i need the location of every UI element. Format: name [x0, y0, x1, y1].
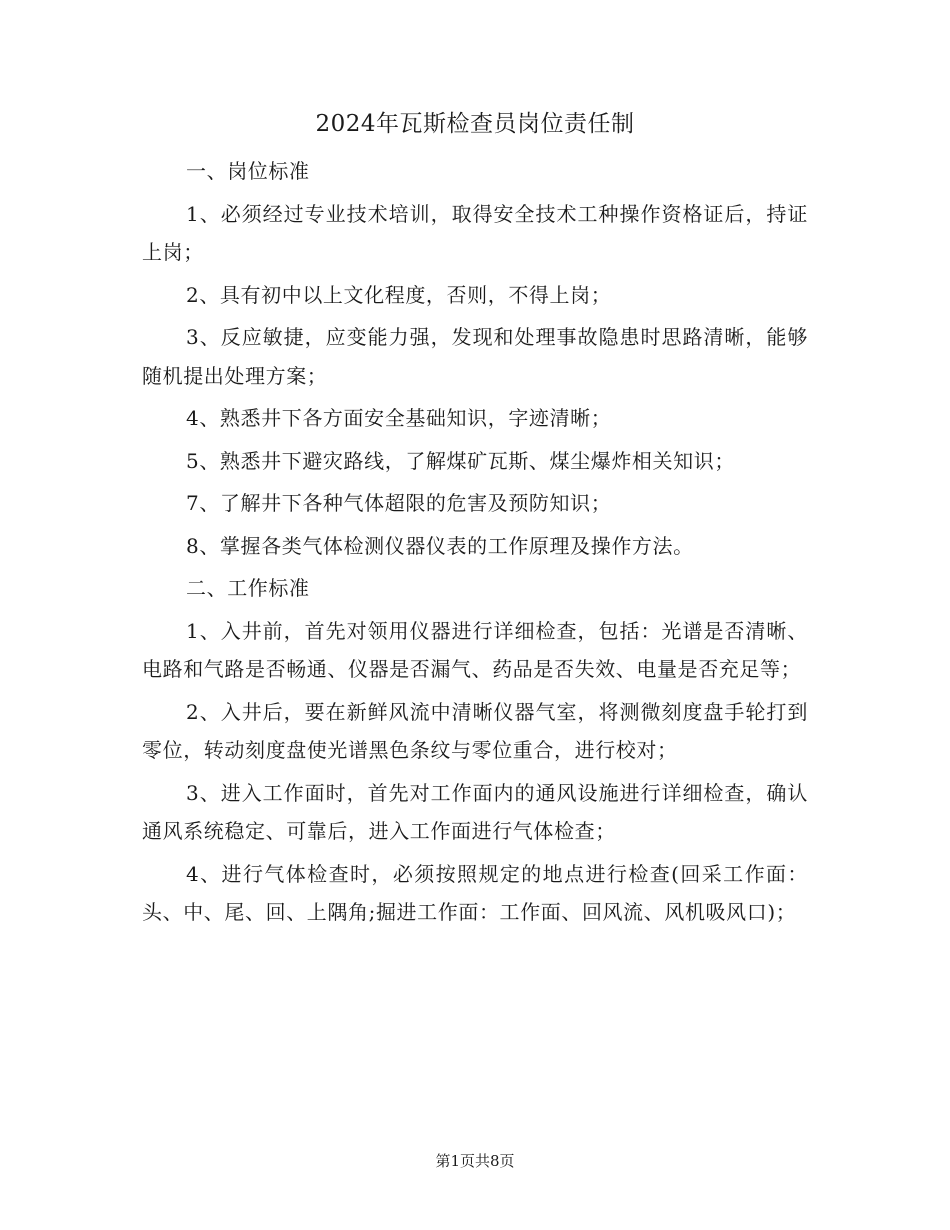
paragraph: 5、熟悉井下避灾路线，了解煤矿瓦斯、煤尘爆炸相关知识； — [186, 448, 735, 473]
paragraph: 7、了解井下各种气体超限的危害及预防知识； — [186, 491, 612, 515]
paragraph: 8、掌握各类气体检测仪器仪表的工作原理及操作方法。 — [186, 533, 694, 558]
document-body — [142, 152, 808, 936]
document-title: 2024年瓦斯检查员岗位责任制 — [315, 111, 635, 137]
paragraph: 1、必须经过专业技术培训，取得安全技术工种操作资格证后，持证上岗； — [142, 201, 808, 264]
paragraph: 2、具有初中以上文化程度，否则，不得上岗； — [186, 282, 612, 307]
paragraph: 3、反应敏捷，应变能力强，发现和处理事故隐患时思路清晰，能够随机提出处理方案； — [142, 325, 808, 388]
paragraph: 3、进入工作面时，首先对工作面内的通风设施进行详细检查，确认通风系统稳定、可靠后，进入工作面进行气体检查； — [142, 780, 808, 843]
paragraph: 2、入井后，要在新鲜风流中清晰仪器气室，将测微刻度盘手轮打到零位，转动刻度盘使光谱黑色条纹与零位重合，进行校对； — [142, 699, 808, 762]
page-number-footer: 第1页共8页 — [435, 1152, 515, 1170]
paragraph: 1、入井前，首先对领用仪器进行详细检查，包括：光谱是否清晰、电路和气路是否畅通、仪器是否漏气、药品是否失效、电量是否充足等； — [142, 618, 808, 681]
paragraph: 4、进行气体检查时，必须按照规定的地点进行检查(回采工作面：头、中、尾、回、上隅角;掘进工作面：工作面、回风流、风机吸风口)； — [142, 861, 808, 924]
section-heading: 一、岗位标准 — [186, 159, 310, 183]
paragraph: 4、熟悉井下各方面安全基础知识，字迹清晰； — [186, 406, 612, 430]
section-heading: 二、工作标准 — [186, 576, 310, 600]
